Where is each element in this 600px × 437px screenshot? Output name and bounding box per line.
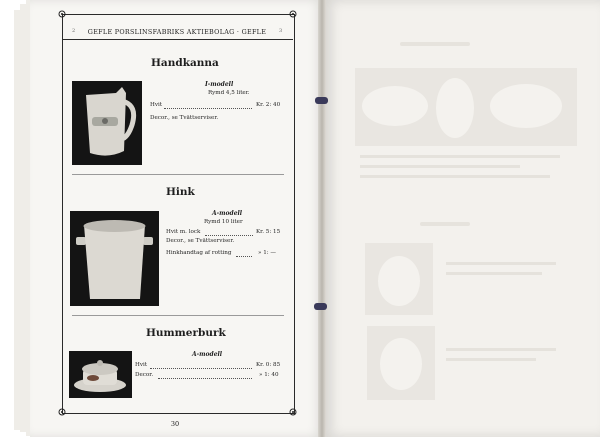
- price-value: Kr. 0: 85: [256, 362, 281, 368]
- price-row-label: Hvit: [135, 362, 148, 368]
- price-value: Kr. 2: 40: [256, 102, 281, 108]
- model-name: I-modell: [205, 81, 234, 88]
- price-value: Kr. 5: 15: [256, 229, 281, 235]
- price-row-label: Decor., se Tvättserviser.: [150, 115, 219, 121]
- corner-ornament: [288, 407, 298, 417]
- faded-text: [360, 155, 560, 158]
- model-name: A-modell: [192, 351, 223, 358]
- corner-ornament: [57, 9, 67, 19]
- bucket-photo: [70, 211, 159, 306]
- model-name: A-modell: [212, 210, 243, 217]
- faded-heading: [400, 42, 470, 46]
- faded-text: [360, 165, 520, 168]
- header-rule: [62, 39, 293, 40]
- binding-staple: [314, 303, 327, 310]
- section-title: Hummerburk: [146, 327, 226, 339]
- leader-dots: [236, 256, 252, 257]
- price-row-label: Hvit m. lock: [166, 229, 201, 235]
- leader-dots: [205, 235, 253, 236]
- faded-text: [446, 272, 542, 275]
- header-left-number: 2: [72, 28, 76, 34]
- right-page: [323, 0, 600, 437]
- volume-text: Rymd 10 liter: [204, 219, 243, 225]
- faded-text: [446, 358, 536, 361]
- faded-text: [446, 262, 556, 265]
- price-value: » 1: —: [258, 250, 277, 256]
- book-gutter: [318, 0, 326, 437]
- pitcher-photo: [72, 81, 142, 165]
- section-title: Hink: [166, 186, 195, 198]
- faded-dish: [436, 78, 474, 138]
- corner-ornament: [288, 9, 298, 19]
- section-title: Handkanna: [151, 57, 219, 69]
- price-row-label: Decor.: [135, 372, 154, 378]
- faded-text: [446, 348, 556, 351]
- leader-dots: [158, 378, 252, 379]
- price-row-label: Hinkhandtag af rotting: [166, 250, 232, 256]
- faded-heading: [420, 222, 470, 226]
- faded-dish: [362, 86, 428, 126]
- lobster-jar-photo: [69, 351, 132, 398]
- page-number: 30: [170, 420, 180, 428]
- section-divider: [72, 174, 284, 175]
- price-value: » 1: 40: [259, 372, 279, 378]
- section-divider: [72, 315, 284, 316]
- faded-pot: [380, 338, 422, 390]
- price-row-label: Decor., se Tvättserviser.: [166, 238, 235, 244]
- header-right-number: 3: [279, 28, 283, 34]
- binding-staple: [315, 97, 328, 104]
- price-row-label: Hvit: [150, 102, 163, 108]
- corner-ornament: [57, 407, 67, 417]
- faded-dish: [490, 84, 562, 128]
- page-header: GEFLE PORSLINSFABRIKS AKTIEBOLAG · GEFLE: [87, 28, 267, 36]
- leader-dots: [150, 368, 252, 369]
- faded-text: [360, 175, 550, 178]
- leader-dots: [164, 108, 252, 109]
- volume-text: Rymd 4,5 liter.: [208, 90, 250, 96]
- faded-pot: [378, 256, 420, 306]
